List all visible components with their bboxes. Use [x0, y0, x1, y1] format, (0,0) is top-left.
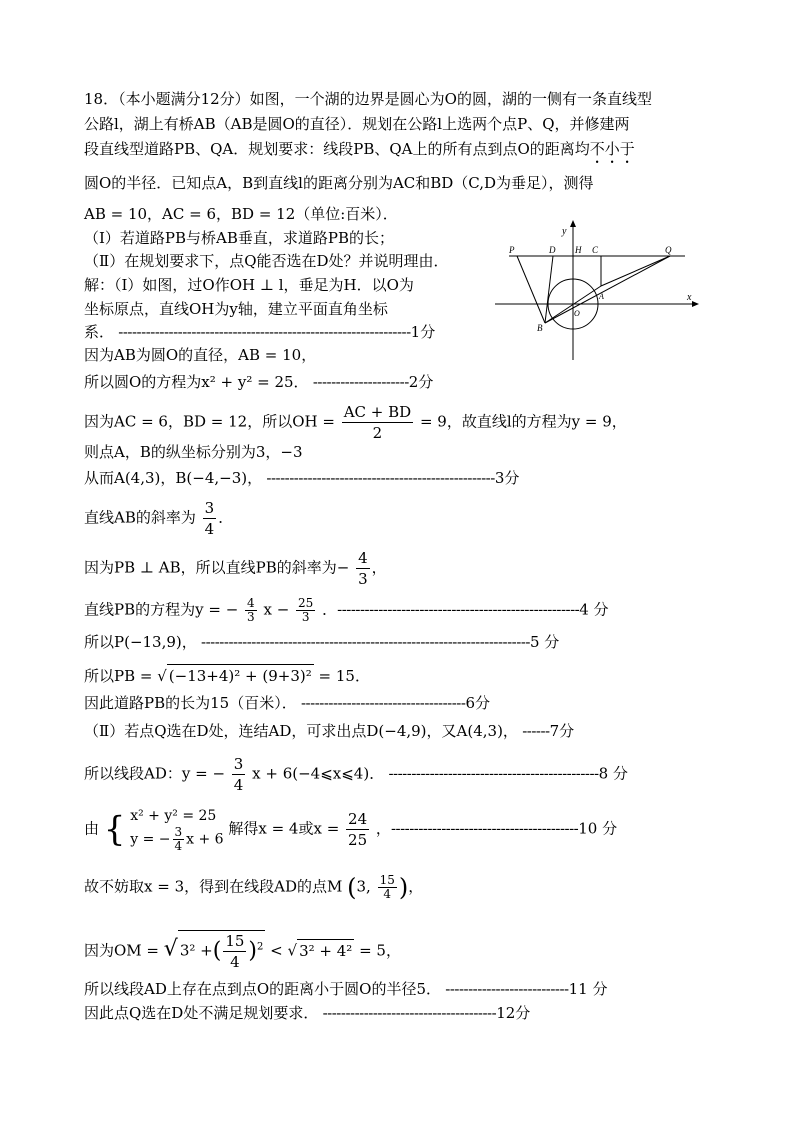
label-o: O [574, 309, 580, 318]
label-b: B [537, 323, 543, 333]
solution-line-10: 因为PB ⊥ AB，所以直线PB的斜率为− $\frac{4}{3}$ ， [84, 549, 387, 588]
score-mark: 11 分 [568, 980, 608, 998]
geometry-figure [495, 220, 705, 365]
fraction-small: $\frac{15}{4}$ [379, 873, 395, 901]
problem-text: 公路l，湖上有桥AB（AB是圆O的直径）．规划在公路l上选两个点P、Q，并修建两 [84, 115, 630, 133]
fraction-slope-ab: $\frac{3}{4}$ [204, 499, 215, 538]
segment-qa [601, 256, 670, 286]
label-y: y [562, 226, 567, 237]
problem-text: 18．（本小题满分12分）如图，一个湖的边界是圆心为O的圆，湖的一侧有一条直线型 [84, 90, 652, 108]
fraction-small: $\frac{4}{3}$ [247, 596, 255, 624]
fraction-small: $\frac{25}{3}$ [298, 596, 314, 624]
score-mark: 3分 [494, 469, 520, 487]
score-mark: 2分 [408, 373, 434, 391]
score-mark: 10 分 [578, 819, 618, 838]
score-mark: 8 分 [598, 764, 628, 783]
segment-bq [545, 256, 670, 323]
problem-text: AB = 10，AC = 6，BD = 12（单位:百米）． [84, 205, 398, 223]
problem-text: 圆O的半径．已知点A，B到直线l的距离分别为AC和BD（C,D为垂足），测得 [84, 174, 594, 192]
solution-line-21: 因此点Q选在D处不满足规划要求． --------------------------------------12分 [84, 1004, 531, 1022]
label-q: Q [665, 245, 672, 255]
fraction-slope-pb: $\frac{4}{3}$ [358, 549, 368, 588]
label-h: H [575, 245, 582, 255]
label-a: A [599, 292, 604, 301]
solution-line-7: 则点A，B的纵坐标分别为3，−3 [84, 443, 303, 461]
problem-line-1 [84, 88, 652, 110]
sqrt-radicand: (−13+4)² + (9+3)² [167, 664, 314, 687]
score-mark: 1分 [410, 323, 436, 341]
score-mark: 12分 [496, 1004, 531, 1022]
solution-line-12: 所以P(−13,9)， ------------------------------------------------------------------------5 分 [84, 633, 560, 651]
solution-line-19: 因为OM = √ 3² +( $\frac{15}{4}$ )$^2$ < √ 3² + 4² = 5， [84, 932, 401, 971]
solution-line-16: 所以线段AD：y = − $\frac{3}{4}$ x + 6(−4⩽x⩽4)． ----------------------------------------------8 分 [84, 755, 628, 794]
fraction-small: $\frac{3}{4}$ [174, 825, 183, 853]
x-axis-arrow [692, 301, 699, 307]
fraction-ad: $\frac{3}{4}$ [233, 755, 244, 794]
fraction-oh: $\frac{AC + BD}{2}$ [343, 403, 412, 442]
fraction-om: $\frac{15}{4}$ [225, 932, 245, 971]
solution-line-17: 由 { x² + y² = 25 y = − $\frac{3}{4}$ x + 6 解得x = 4或x = $\frac{24}{25}$ ，-----------------------------------------10 分 [84, 808, 618, 853]
equation-system: x² + y² = 25 y = − $\frac{3}{4}$ x + 6 [130, 808, 224, 853]
solution-line-13: 所以PB = √ (−13+4)² + (9+3)² = 15． [84, 664, 370, 687]
fraction-root: $\frac{24}{25}$ [348, 810, 368, 849]
solution-line-1: 解：（Ⅰ）如图，过O作OH ⊥ l，垂足为H．以O为 [84, 276, 414, 294]
solution-line-4: 因为AB为圆O的直径，AB = 10， [84, 346, 317, 364]
score-mark: 7分 [549, 722, 575, 740]
score-mark: 6分 [465, 694, 490, 712]
solution-line-15: （Ⅱ）若点Q选在D处，连结AD，可求出点D(−4,9)，又A(4,3)， ------7分 [84, 722, 575, 740]
emphasis-text: 不小于 [589, 140, 635, 158]
problem-line-2 [84, 113, 630, 135]
segment-bd [545, 256, 553, 323]
score-mark: 4 分 [579, 600, 609, 619]
problem-text: 段直线型道路PB、QA．规划要求：线段PB、QA上的所有点到点O的距离均 [84, 140, 590, 158]
solution-line-11: 直线PB的方程为y = − $\frac{4}{3}$ x − $\frac{25}{3}$ ．-----------------------------------------------------4 分 [84, 596, 609, 624]
label-p: P [509, 245, 515, 255]
solution-line-9: 直线AB的斜率为 $\frac{3}{4}$ ． [84, 499, 234, 538]
solution-line-2: 坐标原点，直线OH为y轴，建立平面直角坐标 [84, 300, 388, 318]
solution-line-8: 从而A(4,3)，B(−4,−3)， --------------------------------------------------3分 [84, 469, 520, 487]
solution-line-5: 所以圆O的方程为x² + y² = 25． ---------------------2分 [84, 373, 434, 391]
solution-line-20: 所以线段AD上存在点到点O的距离小于圆O的半径5． ---------------------------11 分 [84, 980, 608, 998]
solution-line-14: 因此道路PB的长为15（百米）． ------------------------------------6分 [84, 694, 490, 712]
segment-pb [517, 256, 545, 323]
solution-line-6: 因为AC = 6，BD = 12，所以OH = $\frac{AC + BD}{2}$ = 9，故直线l的方程为y = 9， [84, 403, 627, 442]
label-c: C [592, 245, 599, 255]
y-axis-arrow [570, 220, 576, 227]
solution-line-3: 系． ----------------------------------------------------------------1分 [84, 323, 436, 341]
part-1-question: （Ⅰ）若道路PB与桥AB垂直，求道路PB的长； [84, 229, 395, 247]
part-2-question: （Ⅱ）在规划要求下，点Q能否选在D处？并说明理由． [84, 252, 449, 270]
problem-line-3 [84, 138, 635, 167]
score-mark: 5 分 [529, 633, 560, 651]
solution-line-18: 故不妨取x = 3，得到在线段AD的点M (3, $\frac{15}{4}$ )， [84, 873, 424, 902]
label-x: x [687, 292, 692, 303]
problem-line-5 [84, 203, 398, 225]
problem-line-4 [84, 172, 594, 194]
label-d: D [549, 245, 556, 255]
